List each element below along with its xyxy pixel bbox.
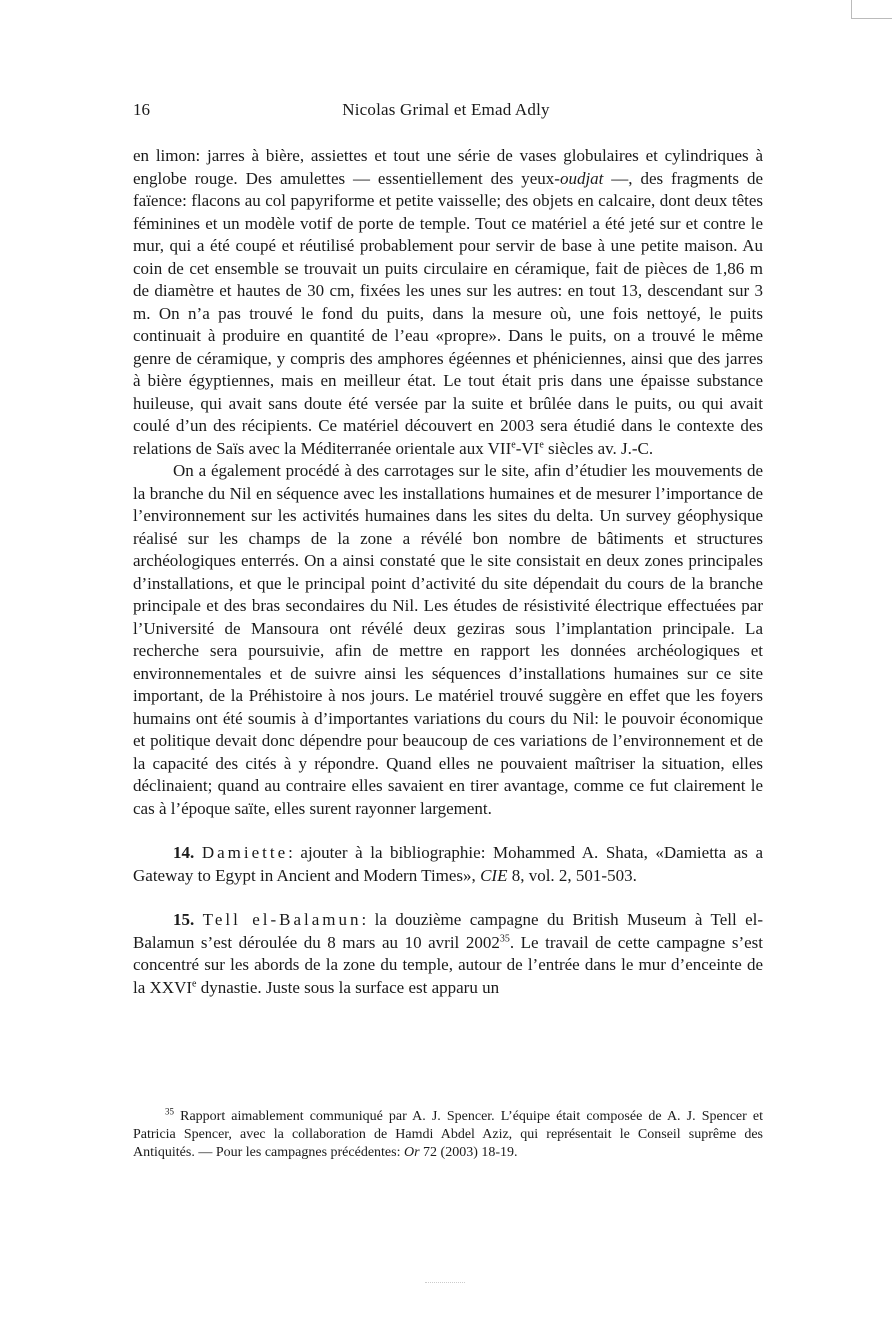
entry-place-name: Tell el-Balamun: [202, 910, 362, 929]
entry-15-text-cont: . Le travail de cette campagne s’est concentré sur les abords de la zone du temple, autour de l’entrée dans le mur d’enceinte de la XXVI: [133, 932, 763, 997]
paragraph-1-text: en limon: jarres à bière, assiettes et tout une série de vases globulaires et cylindriques à englobe rouge. Des amulettes — essentiellement des yeux-: [133, 146, 763, 188]
entry-14: [133, 842, 763, 887]
paragraph-2: On a également procédé à des carrotages sur le site, afin d’étudier les mouvements de la branche du Nil en séquence avec les installations humaines et de mesurer l’importance de l’environnement sur les activités humaines dans les sites du delta. Un survey géophysique réalisé sur les champs de la zone a révélé bon nombre de bâtiments et structures archéologiques enterrés. On a ainsi constaté que le site consistait en deux zones principales d’installations, et que le principal point d’activité du site dépendait du cours de la branche principale et des bras secondaires du Nil. Les études de résistivité électrique effectuées par l’Université de Mansoura ont révélé deux geziras sous l’implantation principale. La recherche sera poursuivie, afin de mettre en rapport les données archéologiques et environnementales et de suivre ainsi les séquences d’installations humaines sur ce site important, de la Préhistoire à nos jours. Le matériel trouvé suggère en effet que les foyers humains ont été soumis à d’importantes variations du cours du Nil: le pouvoir économique et politique devait donc dépendre pour beaucoup de ces variations de l’environnement et de la capacité des cités à y répondre. Quand elles ne pouvaient maîtriser la situation, elles déclinaient; quand au contraire elles savaient en tirer avantage, comme ce fut clairement le cas à l’époque saïte, elles surent rayonner largement.: [133, 461, 763, 818]
journal-abbrev: Or: [403, 1145, 420, 1160]
dynasty-superscript: e: [192, 977, 197, 989]
footnote-citation: 72 (2003) 18-19.: [419, 1145, 518, 1160]
page-number: 16: [133, 100, 150, 119]
entry-number: 15.: [173, 910, 195, 929]
footnote-text: [133, 1108, 763, 1162]
footnote-reference[interactable]: 35: [499, 932, 510, 944]
footnote-body: Rapport aimablement communiqué par A. J. Spencer. L’équipe était composée de A. J. Spencer et Patricia Spencer, avec la collaboration de Hamdi Abdel Aziz, qui représentait le Conseil suprême des Antiquités. — Pour les campagnes précédentes:: [133, 1109, 763, 1160]
entry-15-text: : la douzième campagne du British Museum à Tell el-Balamun s’est déroulée du 8 mars au 10 avril 2002: [133, 910, 763, 952]
scan-speck: [425, 1282, 465, 1285]
paragraph-1-end: siècles av. J.-C.: [543, 438, 654, 458]
running-title: Nicolas Grimal et Emad Adly: [342, 100, 550, 119]
century-superscript: e: [539, 438, 544, 450]
paragraph-1-text-cont: —, des fragments de faïence: flacons au col papyriforme et petite vaisselle; des objets en calcaire, dont deux têtes féminines et un modèle votif de porte de temple. Tout ce matériel a été jeté sur et contre le mur, qui a été coupé et réutilisé probablement pour servir de base à une petite maison. Au coin de cet ensemble se trouvait un puits circulaire en céramique, fait de pièces de 1,86 m de diamètre et hautes de 30 cm, fixées les unes sur les autres: en tout 13, descendant sur 3 m. On n’a pas trouvé le fond du puits, dans la mesure où, une fois nettoyé, le puits continuait à produire en quantité de l’eau «propre». Dans le puits, on a trouvé le même genre de céramique, y compris des amphores égéennes et phéniciennes, ainsi que des jarres à bière égyptiennes, mais en meilleur état. Le tout était pris dans une épaisse substance huileuse, qui avait sans doute été versée par la suite et brûlée dans le puits, ou qui avait coulé d’un des récipients. Ce matériel découvert en 2003 sera étudié dans le contexte des relations de Saïs avec la Méditerranée orientale aux VII: [133, 168, 763, 458]
entry-15-text-end: dynastie. Juste sous la surface est apparu un: [196, 977, 500, 997]
page-corner-mark: [851, 0, 892, 19]
century-range: -VI: [515, 438, 540, 458]
entry-14-citation: 8, vol. 2, 501-503.: [507, 865, 637, 885]
italic-term-oudjat: oudjat: [559, 168, 604, 188]
main-text: [133, 145, 763, 999]
entry-number: 14.: [173, 843, 195, 862]
journal-abbrev: CIE: [480, 865, 508, 885]
entry-15: [133, 909, 763, 999]
entry-14-text: : ajouter à la bibliographie: Mohammed A. Shata, «Damietta as a Gateway to Egypt in Ancient and Modern Times»,: [133, 843, 763, 885]
paragraph-1: [133, 145, 763, 460]
footnote-35: [133, 1108, 763, 1162]
entry-place-name: Damiette: [201, 843, 289, 862]
footnote-marker: 35: [165, 1106, 174, 1117]
century-superscript: e: [511, 438, 516, 450]
